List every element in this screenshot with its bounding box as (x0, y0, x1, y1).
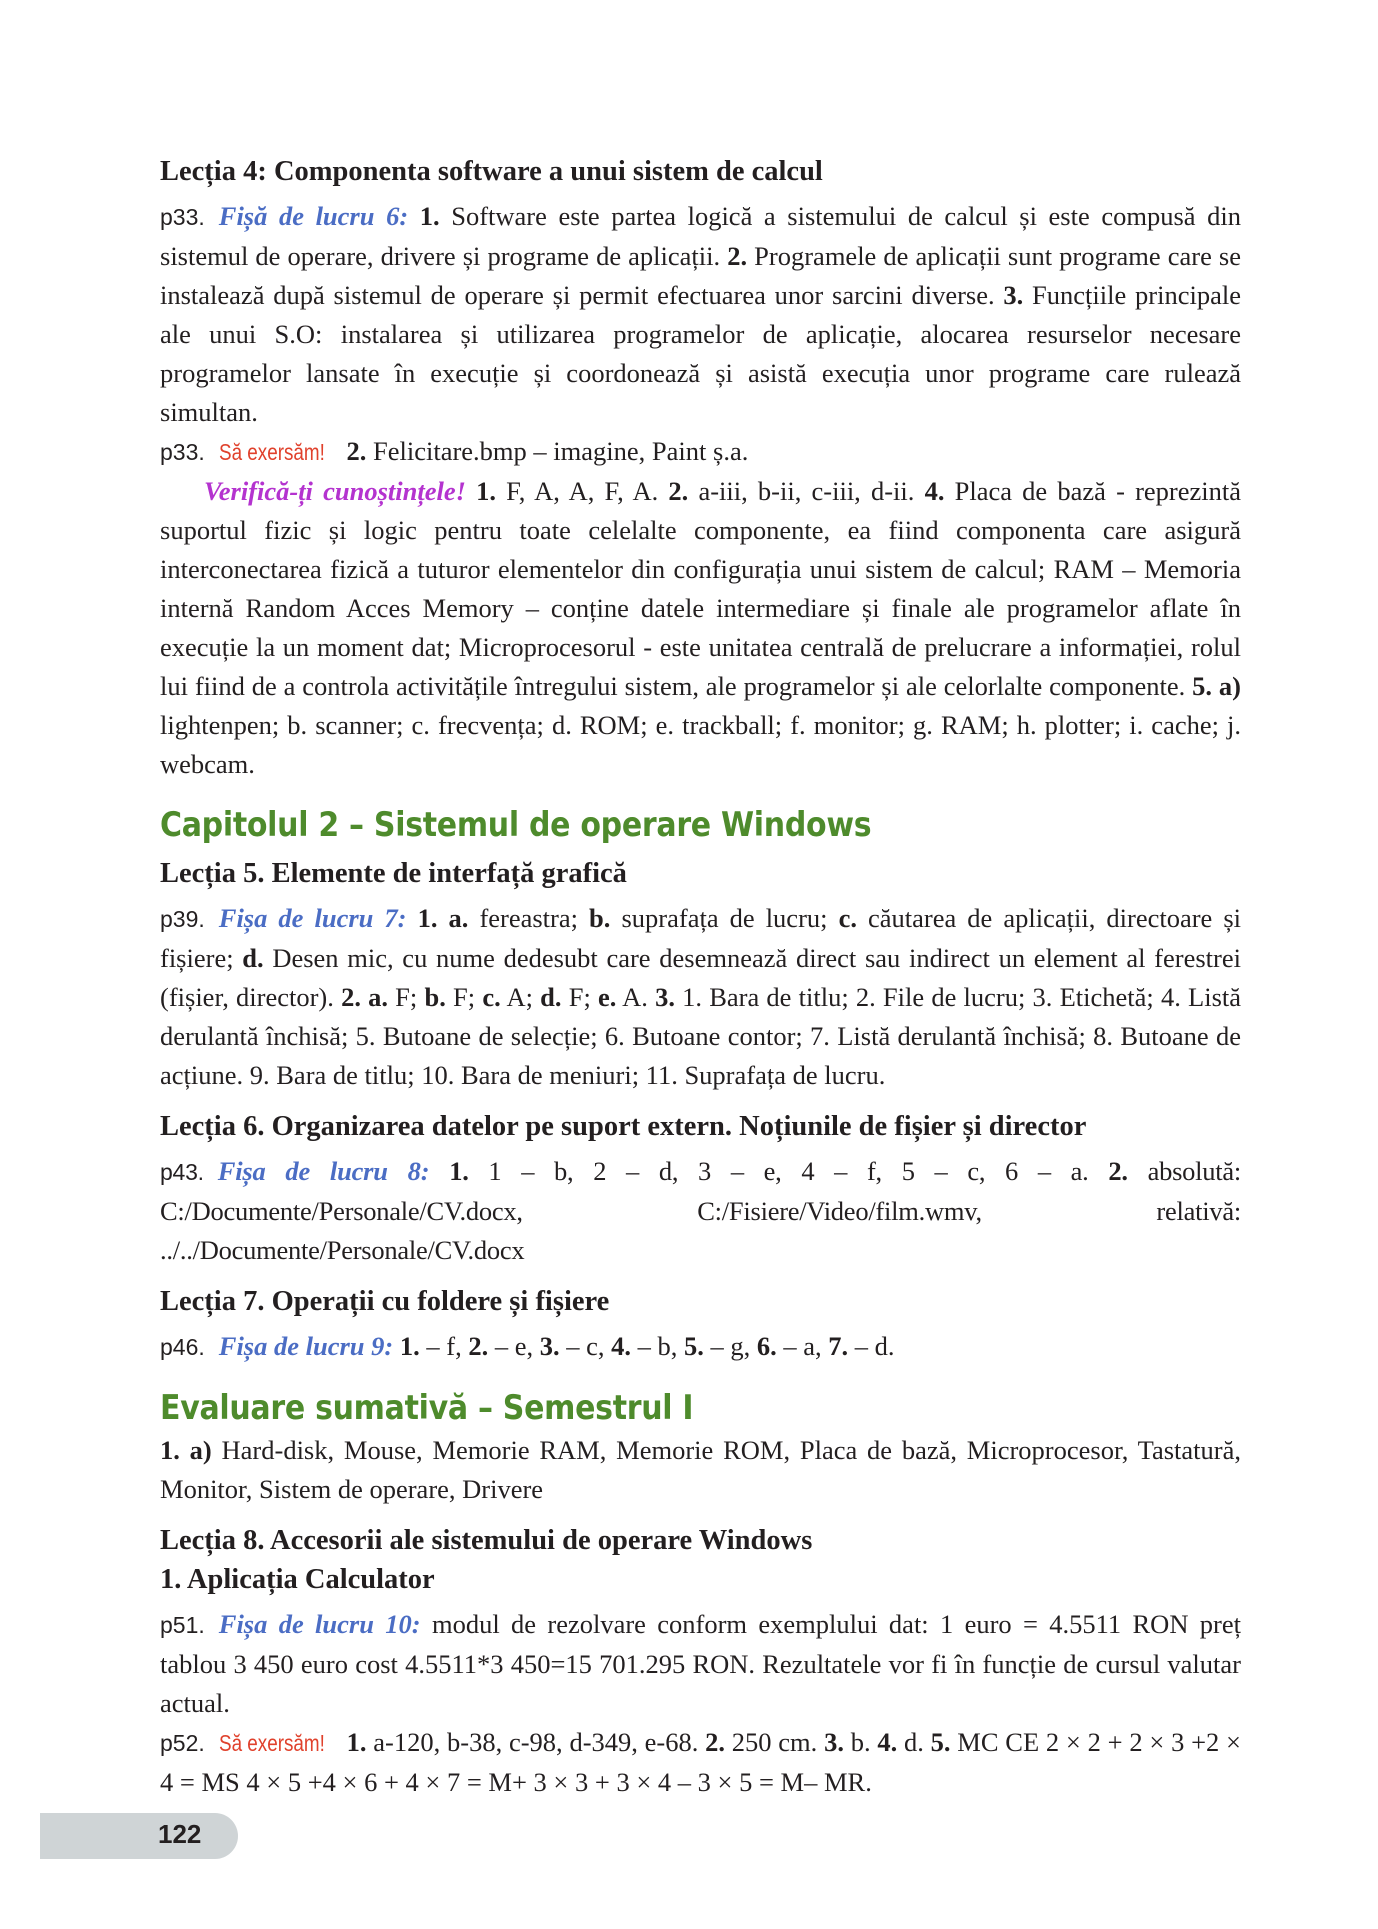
page-ref: p39. (160, 906, 205, 932)
answer-text: Felicitare.bmp – imagine, Paint ș.a. (366, 436, 749, 466)
item-number: 2. a. (341, 982, 388, 1012)
worksheet-label: Fișa de lucru 8: (217, 1156, 430, 1186)
item-number: 5. (683, 1331, 704, 1361)
lesson-8-exercise (160, 1723, 1241, 1802)
item-number: 1. a) (160, 1435, 212, 1465)
worksheet-label: Fișa de lucru 10: (218, 1609, 421, 1639)
lesson-4-worksheet-6 (160, 197, 1241, 432)
answer-text: – b, (630, 1331, 684, 1361)
item-number: 3. (655, 982, 675, 1012)
lesson-6-worksheet-8 (160, 1152, 1241, 1270)
page-ref: p43. (160, 1159, 204, 1185)
lesson-8-title: Lecția 8. Accesorii ale sistemului de operare Windows (160, 1525, 813, 1556)
summative-evaluation-title: Evaluare sumativă – Semestrul I (160, 1388, 694, 1429)
item-number: 4. (877, 1727, 898, 1757)
item-number: c. (838, 903, 857, 933)
item-number: 2. (1108, 1156, 1128, 1186)
answer-text: 1 – b, 2 – d, 3 – e, 4 – f, 5 – c, 6 – a. (468, 1156, 1109, 1186)
answer-text: – a, (776, 1331, 829, 1361)
page-ref: p33. (160, 439, 205, 465)
item-number: 1. (476, 476, 496, 506)
item-number: d. (540, 982, 562, 1012)
answer-text: – e, (488, 1331, 540, 1361)
item-number: 1. a. (417, 903, 469, 933)
page-ref: p51. (160, 1612, 205, 1638)
item-number: 2. (468, 1331, 489, 1361)
answer-text: 1. Bara de titlu; 2. File de lucru; 3. Etichetă; 4. Listă derulantă închisă; 5. Butoane de selecție; 6. Butoane contor; 7. Listă derulantă închisă; 8. Butoane de acțiune. 9. Bara de titlu; 10. Bara de meniuri; 11. Suprafața de lucru. (160, 982, 1242, 1090)
lesson-4-check-knowledge (160, 472, 1241, 784)
lesson-8-subtitle: 1. Aplicația Calculator (160, 1564, 435, 1595)
item-number: b. (424, 982, 446, 1012)
lesson-8-worksheet-10 (160, 1605, 1241, 1723)
page-content (160, 152, 1241, 1802)
item-number: e. (598, 982, 617, 1012)
answer-text: a-120, b-38, c-98, d-349, e-68. (366, 1727, 706, 1757)
lesson-7-title: Lecția 7. Operații cu foldere și fișiere (160, 1286, 610, 1317)
answer-text: d. (897, 1727, 931, 1757)
chapter-2-title: Capitolul 2 – Sistemul de operare Windows (160, 805, 872, 846)
page-number: 122 (158, 1819, 202, 1849)
item-number: 1. (399, 1331, 420, 1361)
page-ref: p46. (160, 1334, 205, 1360)
answer-text: F; (388, 982, 425, 1012)
item-number: 3. (539, 1331, 560, 1361)
answer-text: căutarea de aplicații, directoare și fișiere; (160, 903, 1242, 973)
answer-text: Software este partea logică a sistemului de calcul și este compusă din sistemul de operare, drivere și programe de aplicații. (160, 201, 1241, 271)
answer-text: a-iii, b-ii, c-iii, d-ii. (688, 476, 925, 506)
exercise-label: Să exersăm! (218, 1730, 325, 1756)
answer-text: Funcțiile principale ale unui S.O: instalarea și utilizarea programelor de aplicație, alocarea resurselor necesare programelor lansate în execuție și coordonează și asistă execuția unor programe care rulează simultan. (160, 280, 1241, 427)
item-number: b. (589, 903, 611, 933)
answer-text: A. (616, 982, 656, 1012)
worksheet-label: Fișa de lucru 7: (218, 903, 407, 933)
item-number: 6. (756, 1331, 777, 1361)
item-number: 7. (828, 1331, 849, 1361)
item-number: 4. (611, 1331, 631, 1361)
answer-text: MC CE 2 × 2 + 2 × 3 +2 × 4 = MS 4 × 5 +4 × 6 + 4 × 7 = M+ 3 × 3 + 3 × 4 – 3 × 5 = M– MR. (160, 1727, 1241, 1797)
answer-text: modul de rezolvare conform exemplului dat: 1 euro = 4.5511 RON preț tablou 3 450 euro cost 4.5511*3 450=15 701.295 RON. Rezultatele vor fi în funcție de cursul valutar actual. (160, 1609, 1241, 1718)
lesson-7-worksheet-9 (160, 1327, 1241, 1367)
check-knowledge-label: Verifică-ți cunoștințele! (204, 476, 466, 506)
page-ref: p33. (160, 204, 205, 230)
answer-text: lightenpen; b. scanner; c. frecvența; d. ROM; e. trackball; f. monitor; g. RAM; h. plotter; i. cache; j. webcam. (160, 710, 1241, 779)
item-number: 5. a) (1192, 671, 1241, 701)
exercise-label: Să exersăm! (218, 439, 325, 465)
item-number: 5. (930, 1727, 951, 1757)
item-number: 4. (924, 476, 945, 506)
item-number: 2. (346, 436, 367, 466)
answer-text: – g, (703, 1331, 757, 1361)
item-number: d. (242, 943, 264, 973)
lesson-5-worksheet-7 (160, 899, 1241, 1095)
lesson-4-exercise (160, 432, 1241, 472)
item-number: 3. (824, 1727, 844, 1757)
lesson-5-title: Lecția 5. Elemente de interfață grafică (160, 858, 627, 889)
answer-text: – f, (419, 1331, 469, 1361)
answer-text: 250 cm. (725, 1727, 825, 1757)
lesson-6-title: Lecția 6. Organizarea datelor pe suport extern. Noțiunile de fișier și director (160, 1111, 1087, 1142)
page-ref: p52. (160, 1730, 205, 1756)
answer-text: F; (561, 982, 599, 1012)
lesson-4-title: Lecția 4: Componenta software a unui sistem de calcul (160, 156, 823, 187)
answer-text: A; (500, 982, 541, 1012)
answer-text: – c, (559, 1331, 612, 1361)
item-number: 2. (668, 476, 689, 506)
page-number-tab (40, 1813, 238, 1859)
worksheet-label: Fișa de lucru 9: (218, 1331, 394, 1361)
item-number: 3. (1003, 280, 1024, 310)
answer-text: fereastra; (468, 903, 590, 933)
answer-text: Hard-disk, Mouse, Memorie RAM, Memorie ROM, Placa de bază, Microprocesor, Tastatură, Monitor, Sistem de operare, Drivere (160, 1435, 1241, 1504)
answer-text: F; (445, 982, 483, 1012)
answer-text: Placa de bază - reprezintă suportul fizic și logic pentru toate celelalte componente, ea fiind componenta care asigură interconectarea fizică a tuturor elementelor din configurația unui sistem de calcul; RAM – Memoria internă Random Acces Memory – conține datele intermediare și finale ale programelor aflate în execuție la un moment dat; Microprocesorul - este unitatea centrală de prelucrare a informației, rolul lui fiind de a controla activitățile întregului sistem, ale programelor și ale celorlalte componente. (160, 476, 1241, 701)
answer-text: – d. (848, 1331, 895, 1361)
item-number: 1. (419, 201, 440, 231)
summative-evaluation-answer (160, 1431, 1241, 1509)
answer-text: F, A, A, F, A. (495, 476, 669, 506)
answer-text: Desen mic, cu nume dedesubt care desemnează direct sau indirect un element al ferestrei (fișier, director). (160, 943, 1241, 1012)
item-number: 1. (346, 1727, 367, 1757)
item-number: c. (482, 982, 501, 1012)
answer-text: b. (843, 1727, 878, 1757)
item-number: 2. (727, 241, 748, 271)
worksheet-label: Fișă de lucru 6: (218, 201, 409, 231)
item-number: 1. (449, 1156, 469, 1186)
item-number: 2. (705, 1727, 726, 1757)
answer-text: suprafața de lucru; (610, 903, 839, 933)
answer-text: absolută: C:/Documente/Personale/CV.docx, C:/Fisiere/Video/film.wmv, relativă: ../../Documente/Personale/CV.docx (160, 1156, 1241, 1265)
answer-text: Programele de aplicații sunt programe care se instalează după sistemul de operare și permit efectuarea unor sarcini diverse. (160, 241, 1241, 310)
